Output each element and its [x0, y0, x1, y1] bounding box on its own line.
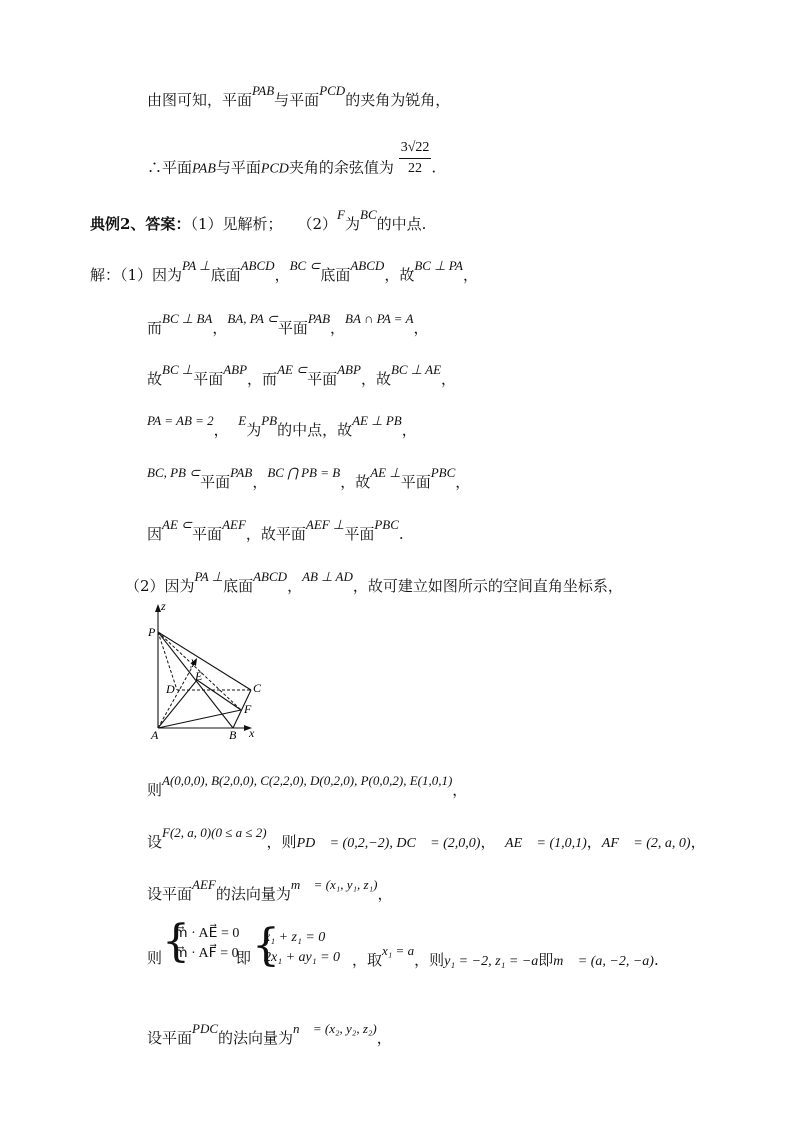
math: AF⃗ = (2, a, 0): [601, 836, 691, 851]
text: ，: [441, 370, 457, 388]
text-line-8: [147, 465, 471, 493]
text: 为: [345, 215, 361, 233]
text: ，: [287, 577, 303, 595]
text-line-2: [147, 140, 437, 189]
label-E: E: [195, 669, 203, 683]
text: 底面: [223, 577, 254, 595]
text: ，: [330, 319, 346, 337]
text-line-6: [147, 362, 457, 390]
text: 为: [246, 421, 262, 439]
text: ∴平面: [147, 158, 193, 177]
math: AB ⊥ AD: [302, 569, 353, 584]
text: ，则: [266, 833, 297, 851]
label-x: x: [249, 726, 255, 740]
text-line-14-b: [236, 948, 251, 968]
math: PAB: [307, 311, 331, 326]
math: AE⃗ = (1,0,1): [505, 836, 587, 851]
text: 与平面: [215, 158, 261, 177]
text: ，: [413, 319, 429, 337]
text: ，故可建立如图所示的空间直角坐标系，: [352, 577, 623, 595]
text: 设: [147, 833, 163, 851]
math: PCD: [260, 161, 289, 177]
text: 的夹角为锐角，: [345, 91, 451, 109]
math: ABCD: [350, 258, 385, 273]
text: ，: [452, 781, 468, 799]
math: F(2, a, 0)(0 ≤ a ≤ 2): [162, 825, 267, 840]
coordinate-diagram: [145, 600, 265, 740]
text: ，: [586, 833, 602, 851]
text: 平面: [400, 473, 431, 491]
text: ，则: [414, 951, 445, 969]
math: n⃗ = (x₂, y₂, z₂): [293, 1021, 377, 1036]
text: ，故平面: [245, 525, 306, 543]
brace-icon: {: [252, 920, 280, 971]
text-line-14-c: [352, 943, 659, 972]
text-line-7: [147, 413, 417, 441]
text-line-14: [147, 948, 162, 968]
fraction-denominator: 22: [408, 161, 423, 176]
segment-EF: [197, 680, 241, 710]
math: E: [238, 413, 247, 428]
math: F: [337, 207, 345, 222]
text: 底面: [320, 266, 351, 284]
text: ，: [213, 421, 229, 439]
text: ，: [401, 421, 417, 439]
math: BC ⊥: [162, 362, 194, 377]
math: A(0,0,0), B(2,0,0), C(2,2,0), D(0,2,0), P(0,0,2), E(1,0,1): [162, 773, 453, 788]
math: PCD: [319, 83, 346, 98]
text: 平面: [344, 525, 375, 543]
math: PA ⊥: [182, 258, 211, 273]
equation: 2x₁ + ay₁ = 0: [264, 950, 341, 965]
cosine-fraction: [399, 138, 432, 179]
text: 因: [147, 525, 163, 543]
text: （2）因为: [125, 577, 195, 595]
math: ABCD: [240, 258, 275, 273]
text: 的法向量为: [215, 885, 291, 903]
text-line-1: [147, 83, 451, 111]
text: ，: [377, 885, 393, 903]
math: AEF: [222, 517, 246, 532]
text: 底面: [210, 266, 241, 284]
brace-icon: {: [162, 916, 190, 967]
text-line-10: [125, 569, 623, 597]
text: 则: [147, 781, 163, 799]
math: BC, PB ⊂: [147, 465, 201, 480]
text: 解：（1）因为: [90, 266, 183, 284]
equation: m⃗ · AE⃗ = 0: [174, 926, 240, 941]
math: BC ⋂ PB = B: [267, 465, 341, 480]
math: AE ⊥: [370, 465, 401, 480]
label-z: z: [161, 600, 166, 613]
math: PA = AB = 2: [147, 413, 214, 428]
text-line-4: [90, 258, 478, 286]
math: BC ⊥ BA: [162, 311, 213, 326]
math: ABP: [223, 362, 248, 377]
math: AEF ⊥: [305, 517, 345, 532]
text: 而: [147, 319, 163, 337]
text: 平面: [277, 319, 308, 337]
text: ，: [480, 833, 496, 851]
label-A: A: [151, 728, 159, 740]
math: AE ⊥ PB: [352, 413, 402, 428]
equation: x₁ + z₁ = 0: [264, 930, 326, 945]
text: ，故: [360, 370, 391, 388]
text: 与平面: [274, 91, 320, 109]
math: PAB: [230, 465, 253, 480]
text: 即: [236, 949, 252, 967]
text: 平面: [192, 525, 223, 543]
text: （1）见解析； （2）: [190, 215, 338, 233]
label-F: F: [244, 702, 252, 716]
text: 平面: [200, 473, 231, 491]
text: ，: [376, 1029, 392, 1047]
text-line-11: [147, 773, 468, 801]
text: ，: [455, 473, 471, 491]
text: ，故: [340, 473, 371, 491]
text-line-13: [147, 877, 393, 905]
label-B: B: [229, 728, 237, 740]
text: 即: [538, 951, 554, 969]
text: ，而: [247, 370, 278, 388]
text: 设平面: [147, 885, 193, 903]
text: 的中点.: [376, 215, 427, 233]
math: PBC: [374, 517, 399, 532]
text: 则: [147, 949, 163, 967]
math: BA, PA ⊂: [227, 311, 278, 326]
text: 设平面: [147, 1029, 193, 1047]
math: AEF: [192, 877, 216, 892]
math: x₁ = a: [382, 943, 415, 958]
text: ，: [252, 473, 268, 491]
text: 故: [147, 370, 163, 388]
label-C: C: [253, 681, 262, 695]
math: BA ∩ PA = A: [345, 311, 414, 326]
text: ，: [690, 833, 706, 851]
text-line-5: [147, 311, 429, 339]
fraction-numerator: 3√22: [399, 138, 432, 159]
text: 的法向量为: [218, 1029, 294, 1047]
label-y: y: [191, 654, 197, 668]
math: AE ⊂: [162, 517, 193, 532]
text: ，: [462, 266, 478, 284]
text: 由图可知，平面: [147, 91, 253, 109]
math: BC ⊂: [289, 258, 321, 273]
text-line-9: [147, 517, 404, 545]
math: PA ⊥: [194, 569, 224, 584]
math: y₁ = −2, z₁ = −a: [444, 954, 539, 969]
math: PDC: [192, 1021, 219, 1036]
label-D: D: [166, 682, 175, 696]
math: BC ⊥ AE: [390, 362, 442, 377]
text: 平面: [307, 370, 338, 388]
math: BC ⊥ PA: [414, 258, 463, 273]
math: m⃗ = (a, −2, −a): [553, 954, 654, 969]
text: 平面: [193, 370, 224, 388]
text: .: [398, 525, 404, 543]
math: PBC: [430, 465, 456, 480]
math: m⃗ = (x₁, y₁, z₁): [290, 877, 378, 892]
text: ，故: [384, 266, 415, 284]
math: PD⃗ = (0,2,−2), DC⃗ = (2,0,0): [296, 836, 481, 851]
math: PAB: [252, 83, 275, 98]
math: ABCD: [253, 569, 288, 584]
math: PAB: [192, 161, 216, 177]
math: PB: [261, 413, 278, 428]
example-heading: 典例2、答案：: [90, 215, 191, 233]
text-line-12: [147, 825, 706, 854]
text-line-15: [147, 1021, 392, 1049]
math: ABP: [337, 362, 361, 377]
math: BC: [360, 207, 377, 222]
text-line-3: [90, 207, 427, 235]
text: ，: [212, 319, 228, 337]
equation: m⃗ · AF⃗ = 0: [174, 946, 239, 961]
text: 的中点，故: [277, 421, 353, 439]
text: 夹角的余弦值为: [288, 158, 394, 177]
text: ，: [274, 266, 290, 284]
math: AE ⊂: [277, 362, 308, 377]
text: .: [653, 951, 659, 969]
text: .: [431, 158, 437, 177]
text: ，取: [352, 951, 383, 969]
label-P: P: [148, 625, 156, 639]
